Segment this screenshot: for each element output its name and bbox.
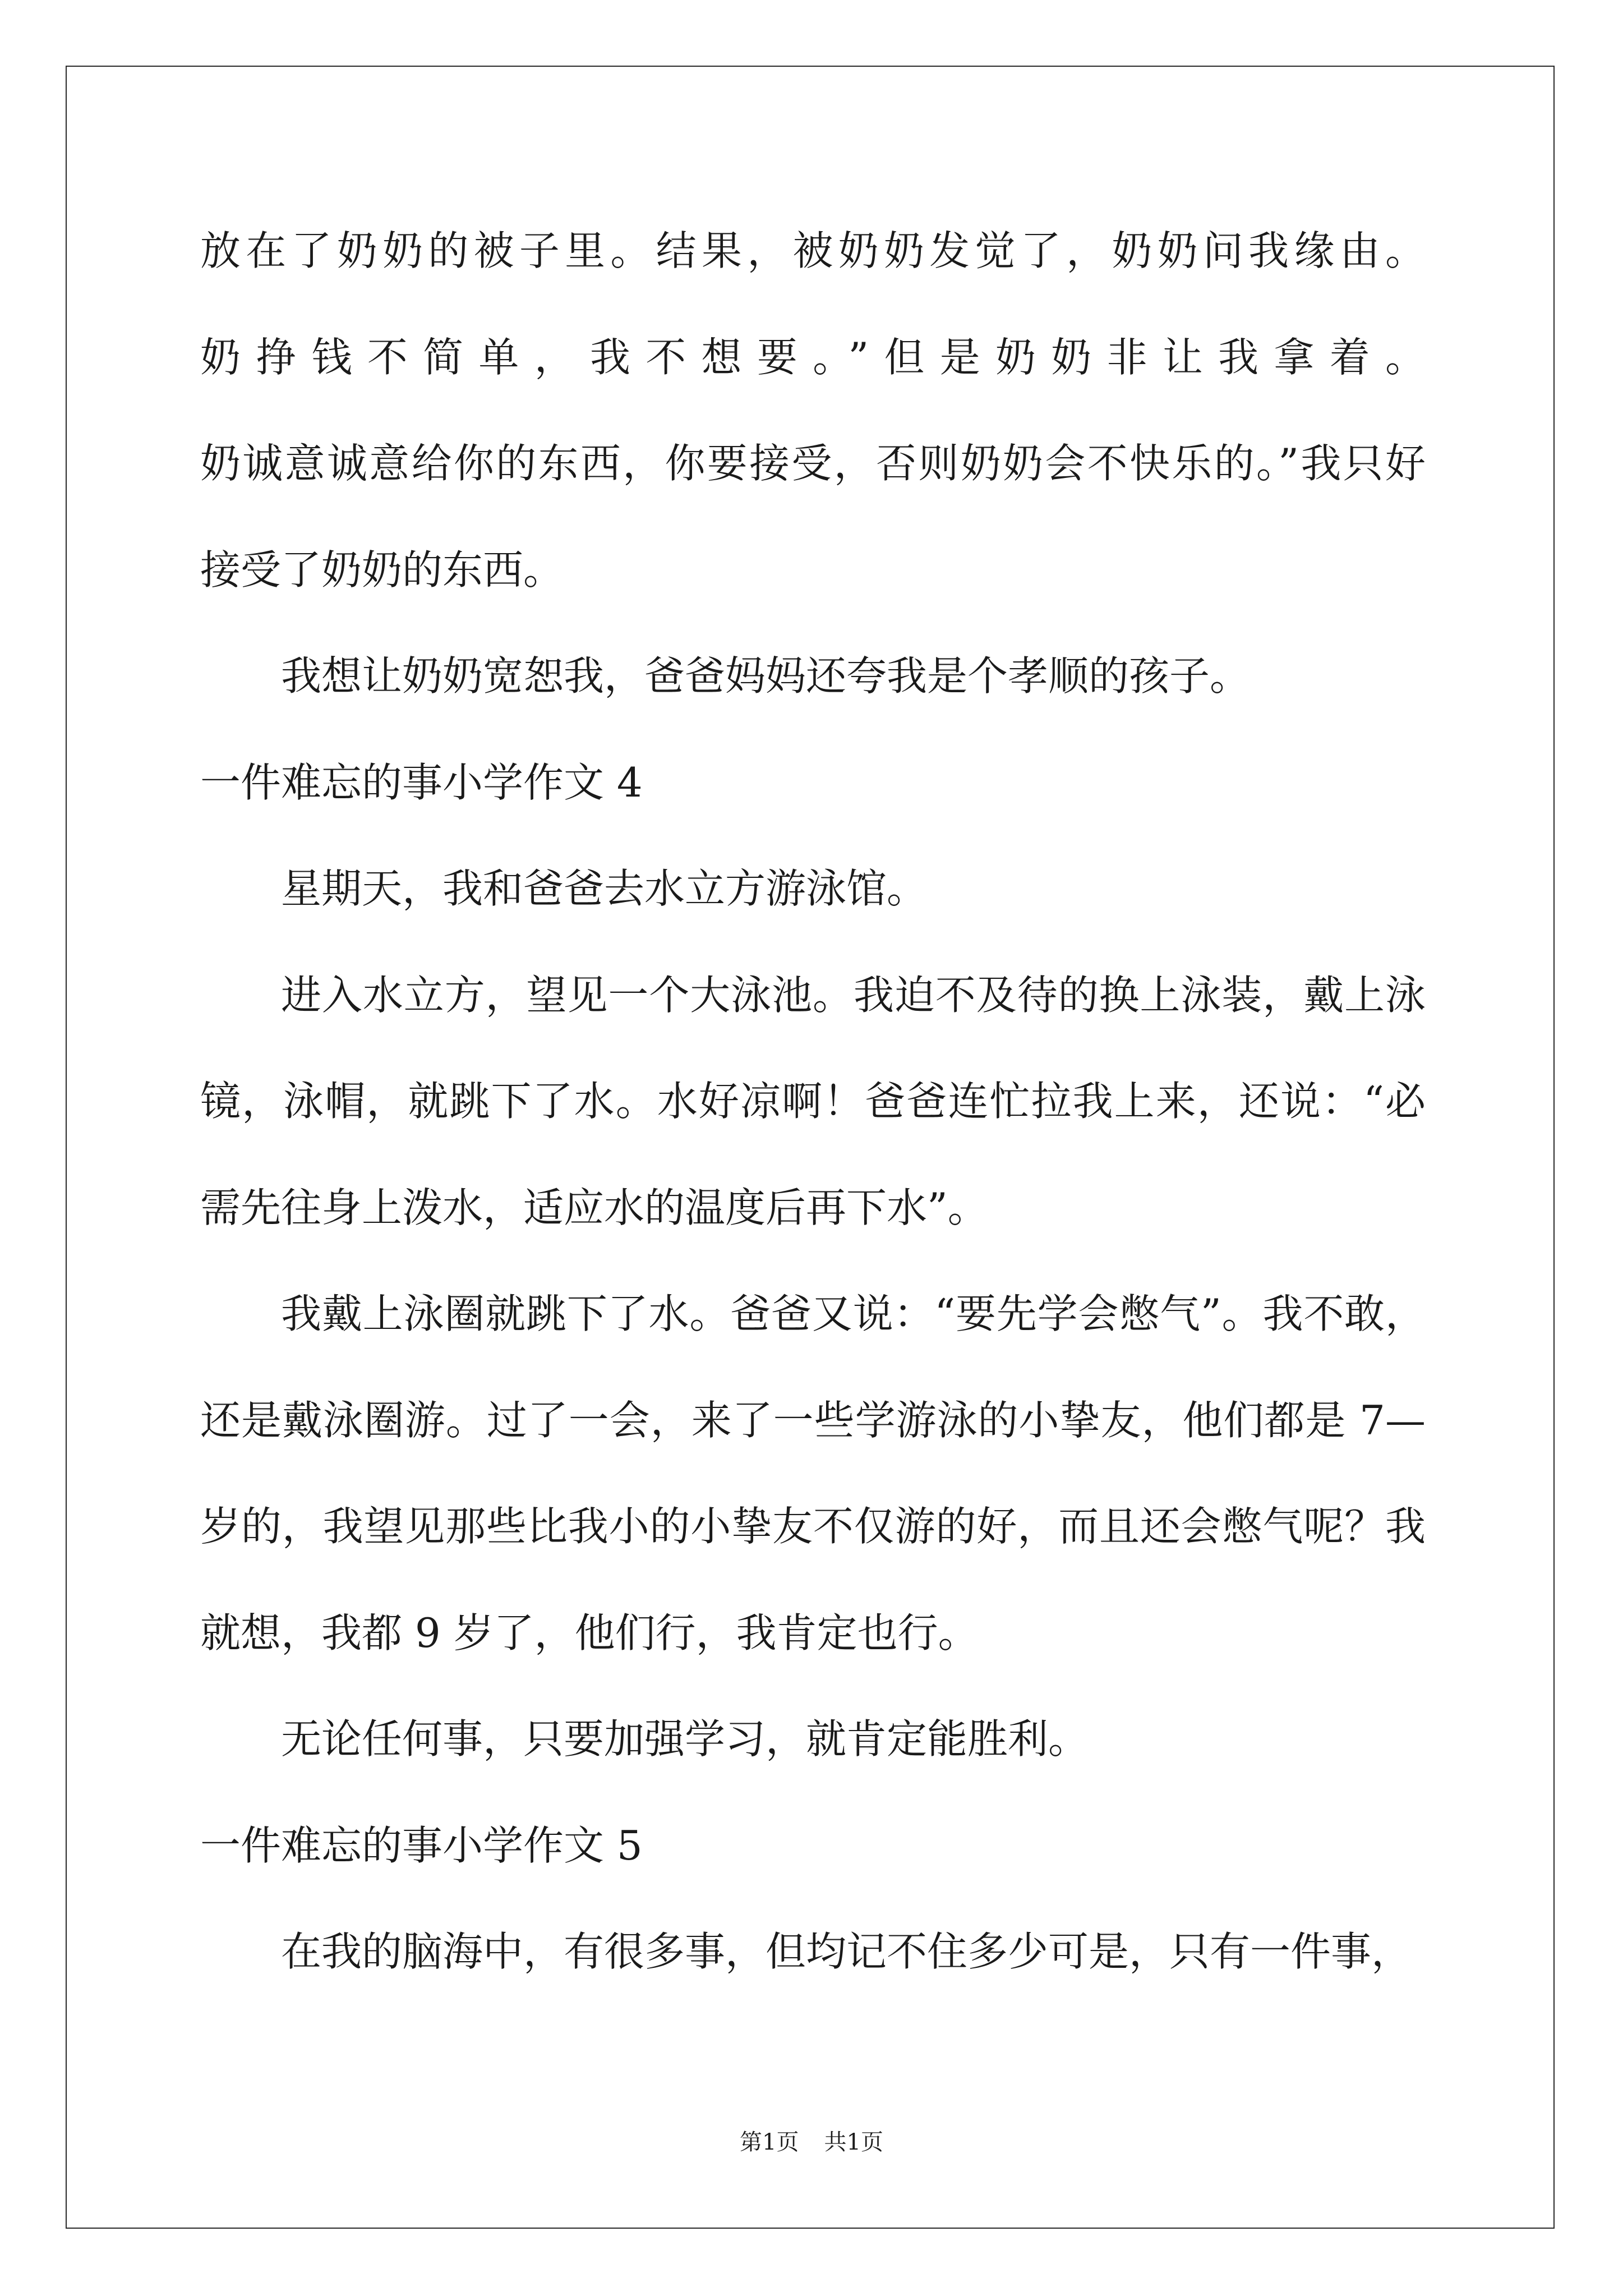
page-footer <box>0 2128 1623 2156</box>
page-total: 共1页 <box>824 2129 883 2155</box>
text-line: 奶诚意诚意给你的东西，你要接受，否则奶奶会不快乐的。”我只好 <box>200 440 1426 487</box>
text-line: 放在了奶奶的被子里。结果，被奶奶发觉了，奶奶问我缘由。 <box>200 227 1426 274</box>
document-body <box>200 198 1426 2005</box>
text-line: 还是戴泳圈游。过了一会，来了一些学游泳的小挚友，他们都是 7— <box>200 1396 1426 1444</box>
paragraph <box>200 1899 1426 2005</box>
continued-paragraph <box>200 198 1426 623</box>
text-line: 我戴上泳圈就跳下了水。爸爸又说：“要先学会憋气”。我不敢， <box>281 1290 1426 1337</box>
heading-text: 一件难忘的事小学作文 5 <box>200 1821 643 1869</box>
text-line: 在我的脑海中，有很多事，但均记不住多少可是，只有一件事， <box>281 1928 1412 1975</box>
text-line: 就想，我都 9 岁了，他们行，我肯定也行。 <box>200 1609 979 1657</box>
text-line: 星期天，我和爸爸去水立方游泳馆。 <box>281 865 928 912</box>
paragraph <box>200 623 1426 730</box>
text-line: 奶挣钱不简单，我不想要。”但是奶奶非让我拿着。 <box>200 333 1426 381</box>
text-line: 无论任何事，只要加强学习，就肯定能胜利。 <box>281 1715 1089 1763</box>
text-line: 镜，泳帽，就跳下了水。水好凉啊！爸爸连忙拉我上来，还说：“必 <box>200 1078 1426 1125</box>
page-number: 第1页 <box>740 2129 799 2155</box>
section-heading <box>200 1793 1426 1899</box>
text-line: 接受了奶奶的东西。 <box>200 546 564 593</box>
paragraph <box>200 1261 1426 1686</box>
section-heading <box>200 730 1426 836</box>
text-line: 我想让奶奶宽恕我，爸爸妈妈还夸我是个孝顺的孩子。 <box>281 652 1251 700</box>
heading-text: 一件难忘的事小学作文 4 <box>200 758 643 806</box>
paragraph <box>200 1686 1426 1793</box>
text-line: 进入水立方，望见一个大泳池。我迫不及待的换上泳装，戴上泳 <box>281 971 1426 1019</box>
paragraph <box>200 942 1426 1262</box>
text-line: 需先往身上泼水，适应水的温度后再下水”。 <box>200 1184 988 1231</box>
text-line: 岁的，我望见那些比我小的小挚友不仅游的好，而且还会憋气呢？我 <box>200 1503 1426 1550</box>
paragraph <box>200 836 1426 942</box>
